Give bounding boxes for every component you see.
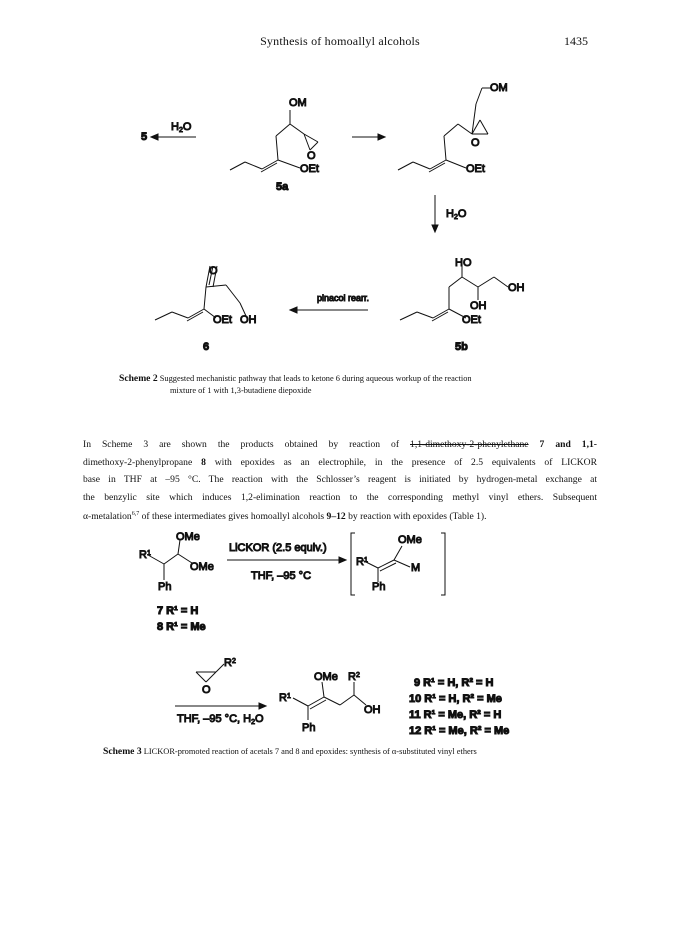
svg-text:OH: OH	[240, 314, 257, 326]
paragraph-line-2: dimethoxy-2-phenylpropane 8 with epoxides as an electrophile, in the presence of 2.5 equivalents of LICKOR	[83, 456, 597, 468]
svg-text:R2: $R^2$	[348, 671, 360, 683]
svg-text:OEt: OEt	[466, 163, 485, 175]
page-number: 1435	[564, 34, 588, 48]
svg-text:O: O	[202, 684, 211, 696]
h2o-left-reagent: H2O	[171, 121, 192, 134]
svg-text:OMe: OMe	[398, 534, 422, 546]
product-11-label: 11 R¹ = Me, R² = H	[409, 709, 502, 721]
svg-text:Ph: Ph	[372, 581, 386, 593]
svg-text:OM: OM	[490, 82, 508, 94]
body-paragraph	[83, 436, 597, 526]
svg-text:O: O	[209, 265, 218, 277]
epoxide-o-right: O	[471, 137, 480, 149]
reagent-lickor-label: LiCKOR (2.5 equiv.)	[229, 542, 327, 554]
molecule-5a	[230, 97, 319, 175]
vinyl-intermediate-bracketed	[351, 533, 445, 595]
pinacol-rearrangement-label: pinacol rearr.	[317, 293, 370, 303]
conditions-thf-h2o: THF, –95 °C, H2O	[177, 713, 264, 726]
svg-text:R1: $R^1$	[279, 692, 291, 704]
running-header-title: Synthesis of homoallyl alcohols	[260, 34, 420, 48]
svg-text:OEt: OEt	[213, 314, 232, 326]
om-label-5a: OM	[289, 97, 307, 109]
svg-text:OEt: OEt	[300, 163, 319, 175]
molecule-5b	[400, 257, 525, 326]
svg-text:M: M	[411, 562, 421, 574]
svg-text:R1: $R^1$	[139, 549, 151, 561]
svg-text:OH: OH	[364, 704, 381, 716]
molecule-alkoxide-epoxide	[398, 82, 508, 175]
product-12-label: 12 R¹ = Me, R² = Me	[409, 725, 510, 737]
paragraph-line-5: α-metalation$^{6,7}$ of these intermediates gives homoallyl alcohols 9–12 by reaction with epoxides (Table 1).	[83, 511, 487, 523]
compound-5-label: 5	[141, 131, 148, 143]
scheme2-caption-line1: Suggested mechanistic pathway that leads to ketone 6 during aqueous workup of the reaction	[159, 374, 472, 383]
compound-7-label: 7 R¹ = H	[157, 605, 199, 617]
svg-text:OEt: OEt	[462, 314, 481, 326]
svg-text:O: O	[307, 150, 316, 162]
molecule-acetal-7-8	[139, 531, 214, 593]
product-9-label: 9 R¹ = H, R² = H	[414, 677, 494, 689]
svg-text:Ph: Ph	[302, 722, 316, 734]
scheme3-caption	[103, 746, 603, 758]
epoxide-reagent	[196, 657, 236, 696]
compound-8-label: 8 R¹ = Me	[157, 621, 206, 633]
svg-text:OMe: OMe	[176, 531, 200, 543]
svg-text:OMe: OMe	[314, 671, 338, 683]
svg-text:OMe: OMe	[190, 561, 214, 573]
svg-text:OH: OH	[508, 282, 525, 294]
scheme2-caption-bold: Scheme 2	[119, 373, 158, 384]
scheme2-caption	[119, 373, 589, 397]
svg-text:Ph: Ph	[158, 581, 172, 593]
h2o-down-reagent: H2O	[446, 208, 467, 221]
molecule-product-9-12	[279, 671, 381, 734]
paragraph-line-3: base in THF at –95 °C. The reaction with the Schlosser’s reagent is initiated by hydrogen-metal exchange at	[83, 474, 597, 486]
molecule-6	[155, 265, 257, 326]
reagent-thf-label: THF, –95 °C	[251, 570, 312, 582]
scheme3-caption-text: LICKOR-promoted reaction of acetals 7 and 8 and epoxides: synthesis of α-substituted vinyl ethers	[143, 747, 477, 756]
paragraph-line-1: In Scheme 3 are shown the products obtained by reaction of 1,1-dimethoxy-2-phenylethane 7 and 1,1-	[83, 439, 597, 450]
product-10-label: 10 R¹ = H, R² = Me	[409, 693, 502, 705]
svg-text:R2: $R^2$	[224, 657, 236, 669]
compound-5b-label: 5b	[455, 341, 468, 353]
compound-5a-label: 5a	[276, 181, 289, 193]
scheme3-caption-bold: Scheme 3	[103, 746, 142, 757]
svg-text:R1: $R^1$	[356, 556, 368, 568]
paragraph-line-4: the benzylic site which induces 1,2-elimination reaction to the corresponding methyl vinyl ethers. Subsequent	[83, 491, 597, 503]
compound-6-label: 6	[203, 341, 210, 353]
scheme2-caption-line2: mixture of 1 with 1,3-butadiene diepoxide	[170, 386, 312, 395]
svg-text:HO: HO	[455, 257, 472, 269]
svg-text:OH: OH	[470, 300, 487, 312]
